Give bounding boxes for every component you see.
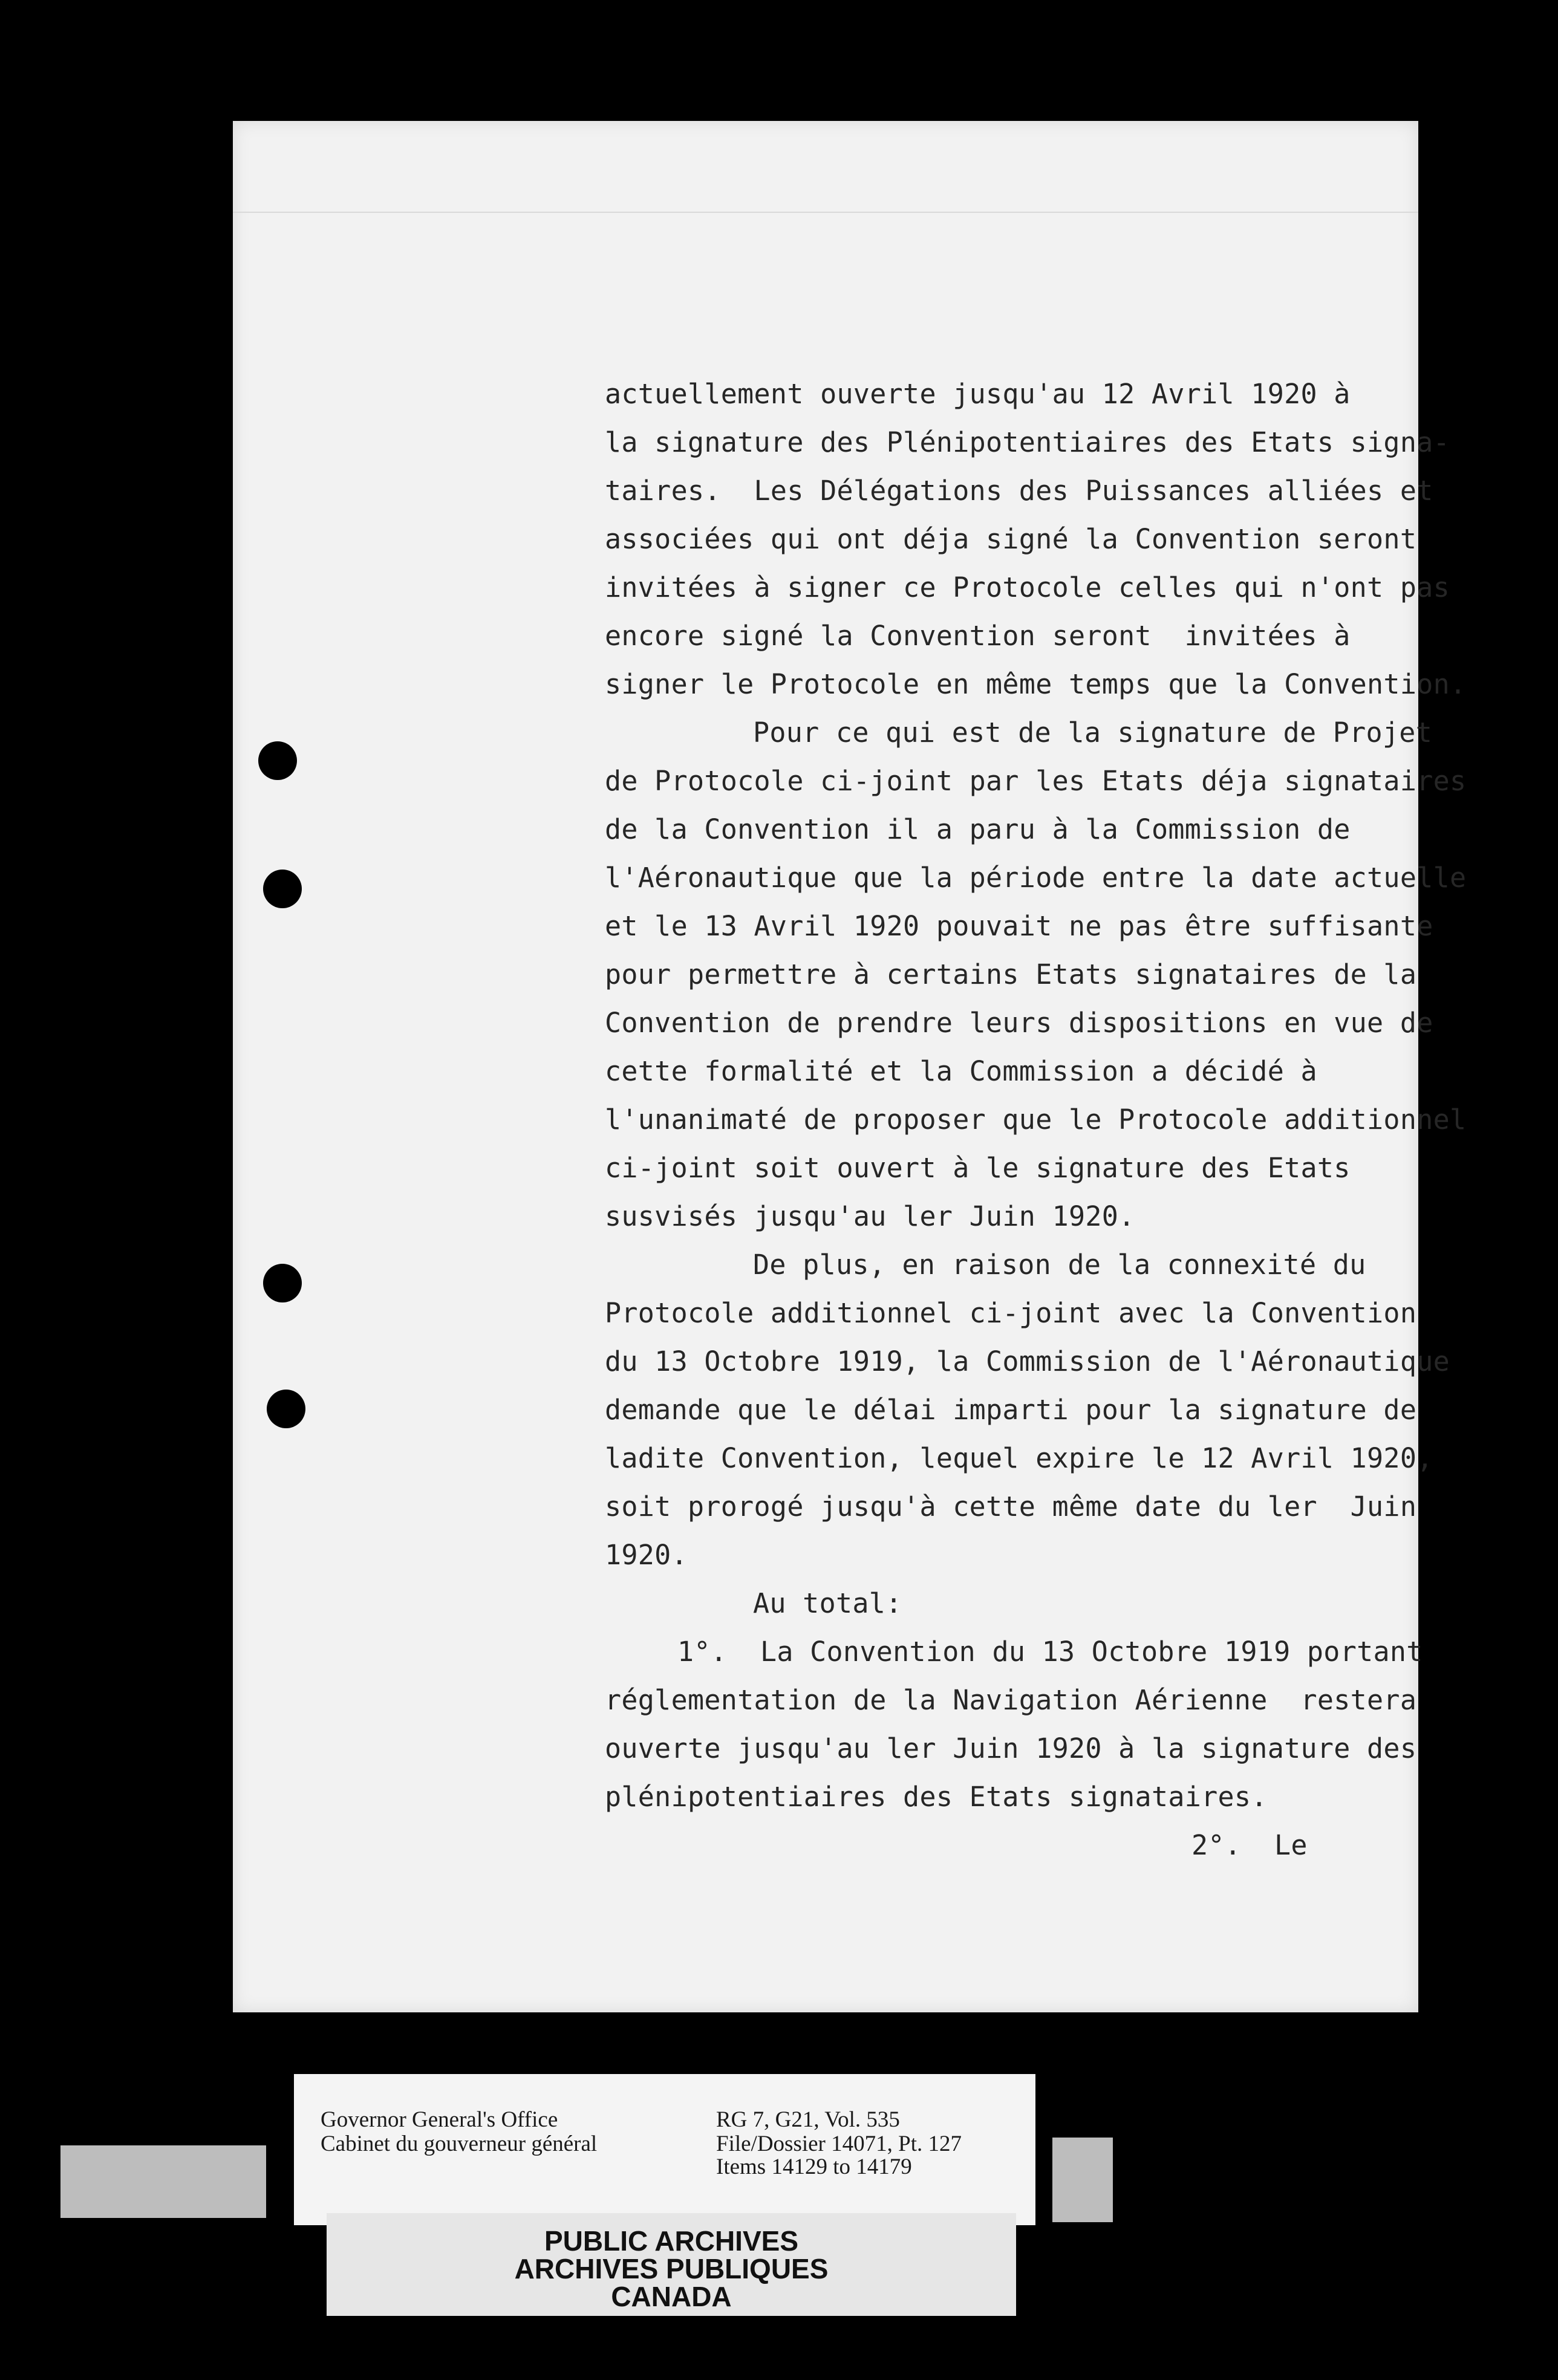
office-english: Governor General's Office <box>321 2107 558 2132</box>
text-line: du 13 Octobre 1919, la Commission de l'Aéronautique <box>605 1345 1450 1377</box>
text-line: de la Convention il a paru à la Commission de <box>605 813 1351 845</box>
file-number: File/Dossier 14071, Pt. 127 <box>716 2131 962 2156</box>
text-line: pour permettre à certains Etats signataires de la <box>605 958 1417 990</box>
text-line: la signature des Plénipotentiaires des Etats signa- <box>605 426 1450 458</box>
item-range: Items 14129 to 14179 <box>716 2154 912 2179</box>
film-edge-right <box>1052 2138 1113 2222</box>
punch-hole <box>263 1264 302 1302</box>
stamp-line-2: ARCHIVES PUBLIQUES <box>514 2253 829 2284</box>
text-line: invitées à signer ce Protocole celles qui n'ont pas <box>605 571 1450 603</box>
text-line: signer le Protocole en même temps que la Convention. <box>605 668 1467 700</box>
text-line: réglementation de la Navigation Aérienne restera <box>605 1684 1417 1716</box>
text-line: actuellement ouverte jusqu'au 12 Avril 1920 à <box>605 378 1351 410</box>
text-line: et le 13 Avril 1920 pouvait ne pas être suffisante <box>605 910 1433 942</box>
text-line: associées qui ont déja signé la Convention seront <box>605 523 1417 555</box>
office-french: Cabinet du gouverneur général <box>321 2131 598 2156</box>
text-line: l'Aéronautique que la période entre la date actuelle <box>605 862 1467 894</box>
text-line: Protocole additionnel ci-joint avec la Convention <box>605 1297 1417 1329</box>
punch-hole <box>258 741 297 780</box>
stamp-line-1: PUBLIC ARCHIVES <box>544 2225 798 2257</box>
text-line: soit prorogé jusqu'à cette même date du ler Juin <box>605 1491 1417 1523</box>
text-line: Au total: <box>753 1587 902 1619</box>
text-line: 1920. <box>605 1539 688 1571</box>
text-line: ci-joint soit ouvert à le signature des Etats <box>605 1152 1351 1184</box>
text-line: taires. Les Délégations des Puissances alliées et <box>605 475 1433 507</box>
text-line: De plus, en raison de la connexité du <box>753 1249 1366 1281</box>
text-line: 1°. La Convention du 13 Octobre 1919 portant <box>677 1636 1423 1668</box>
archive-stamp <box>327 2213 1016 2316</box>
film-edge-left <box>60 2145 266 2218</box>
text-line: demande que le délai imparti pour la signature de <box>605 1394 1417 1426</box>
text-line: ladite Convention, lequel expire le 12 Avril 1920, <box>605 1442 1433 1474</box>
text-line: 2°. Le <box>1191 1829 1308 1861</box>
text-line: de Protocole ci-joint par les Etats déja signataires <box>605 765 1467 797</box>
archive-label <box>294 2074 1035 2225</box>
page-rule <box>233 212 1418 213</box>
text-line: Convention de prendre leurs dispositions en vue de <box>605 1007 1433 1039</box>
text-line: Pour ce qui est de la signature de Projet <box>753 717 1433 749</box>
reference-number: RG 7, G21, Vol. 535 <box>716 2107 900 2132</box>
punch-hole <box>267 1390 305 1428</box>
text-line: plénipotentiaires des Etats signataires. <box>605 1781 1268 1813</box>
punch-hole <box>263 870 302 908</box>
text-line: cette formalité et la Commission a décidé à <box>605 1055 1317 1087</box>
document-page <box>233 121 1467 2012</box>
text-line: encore signé la Convention seront invitées à <box>605 620 1351 652</box>
text-line: ouverte jusqu'au ler Juin 1920 à la signature des <box>605 1732 1417 1764</box>
text-line: l'unanimaté de proposer que le Protocole additionnel <box>605 1104 1467 1136</box>
text-line: susvisés jusqu'au ler Juin 1920. <box>605 1200 1135 1232</box>
stamp-line-3: CANADA <box>611 2281 732 2312</box>
